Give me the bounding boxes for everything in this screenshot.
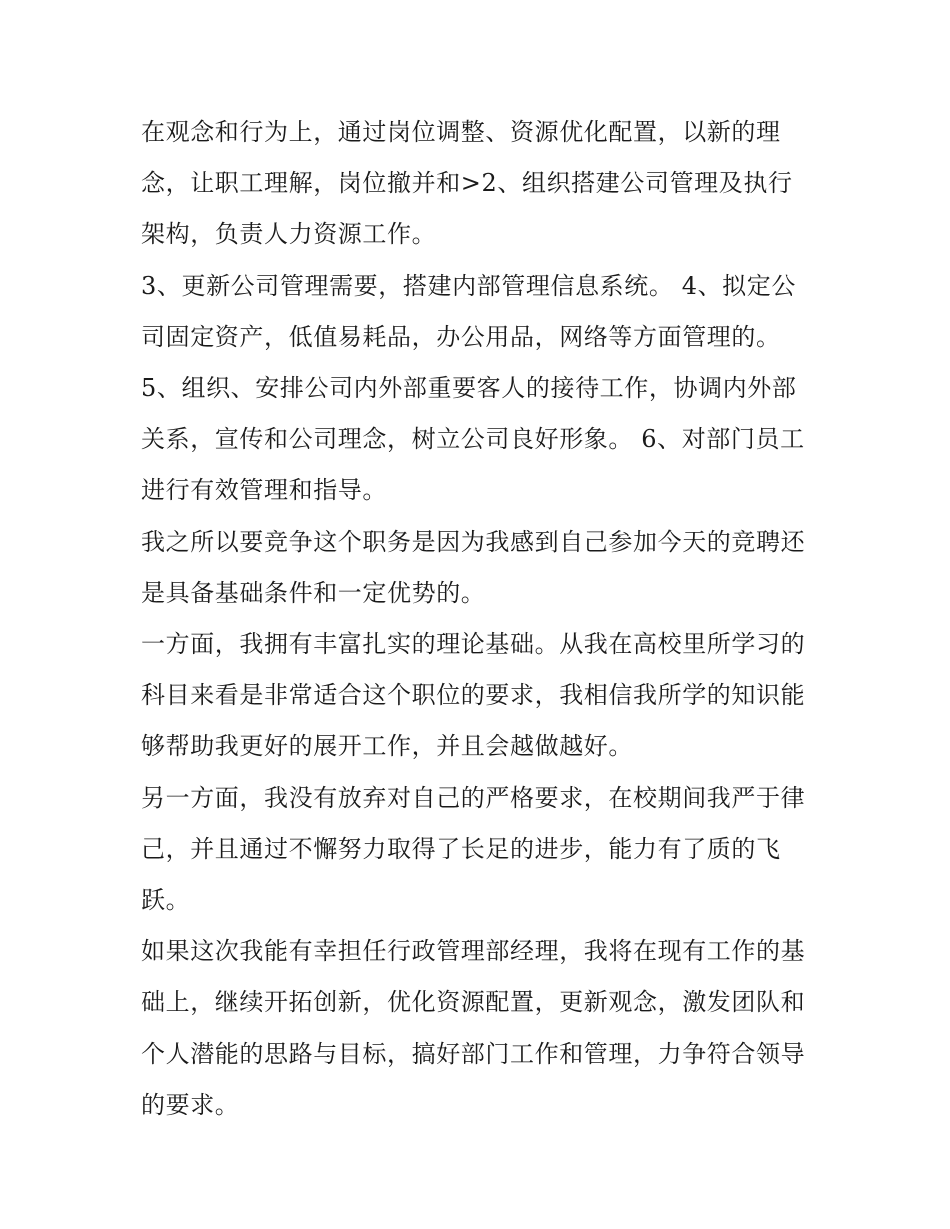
paragraph-6: 另一方面，我没有放弃对自己的严格要求，在校期间我严于律己，并且通过不懈努力取得了长足的进步，能力有了质的飞跃。 (141, 783, 806, 915)
document-body (141, 107, 813, 1131)
paragraph-4: 我之所以要竞争这个职务是因为我感到自己参加今天的竞聘还是具备基础条件和一定优势的。 (141, 527, 806, 607)
paragraph-5: 一方面，我拥有丰富扎实的理论基础。从我在高校里所学习的科目来看是非常适合这个职位的要求，我相信我所学的知识能够帮助我更好的展开工作，并且会越做越好。 (141, 630, 806, 761)
paragraph-3: 5、组织、安排公司内外部重要客人的接待工作，协调内外部关系，宣传和公司理念，树立公司良好形象。 6、对部门员工进行有效管理和指导。 (141, 374, 805, 505)
paragraph-2: 3、更新公司管理需要，搭建内部管理信息系统。 4、拟定公司固定资产，低值易耗品，办公用品，网络等方面管理的。 (141, 271, 796, 351)
paragraph-1: 在观念和行为上，通过岗位调整、资源优化配置，以新的理念，让职工理解，岗位撤并和>2、组织搭建公司管理及执行架构，负责人力资源工作。 (141, 118, 793, 249)
paragraph-7: 如果这次我能有幸担任行政管理部经理，我将在现有工作的基础上，继续开拓创新，优化资源配置，更新观念，激发团队和个人潜能的思路与目标，搞好部门工作和管理，力争符合领导的要求。 (141, 937, 806, 1119)
